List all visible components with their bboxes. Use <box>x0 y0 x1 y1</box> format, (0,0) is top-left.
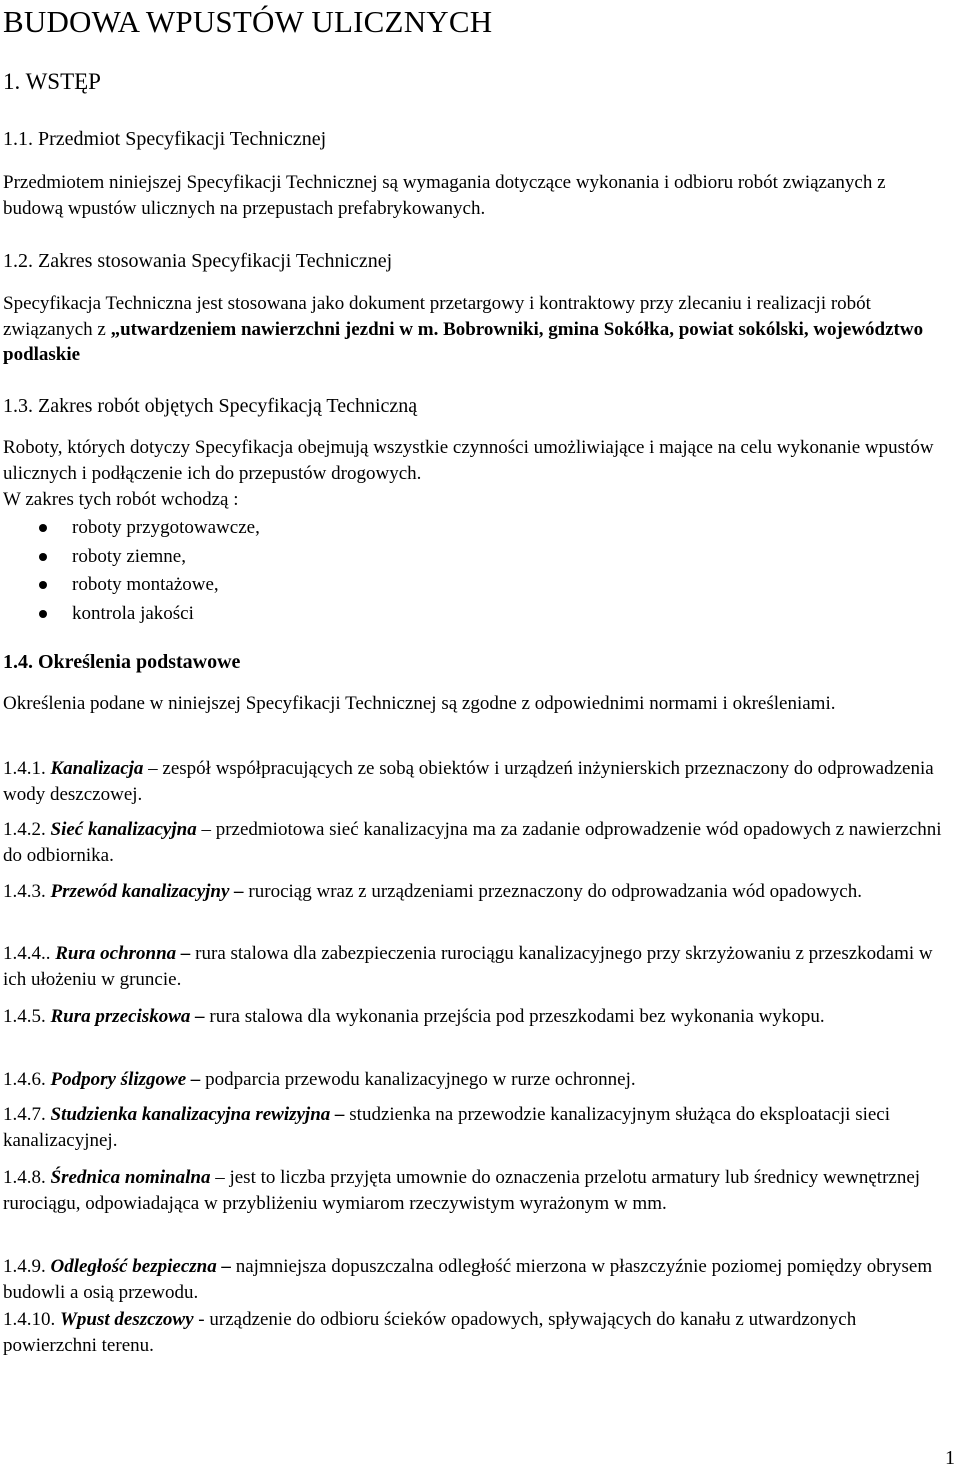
scope-list <box>3 514 950 628</box>
definition-1-4-5: 1.4.5. Rura przeciskowa – rura stalowa dla wykonania przejścia pod przeszkodami bez wykonania wykopu. <box>3 1006 825 1027</box>
bullet-icon <box>39 553 47 561</box>
section-heading-1: 1. WSTĘP <box>3 69 101 94</box>
paragraph-1-4: Określenia podane w niniejszej Specyfikacji Technicznej są zgodne z odpowiednimi normami i określeniami. <box>3 693 836 714</box>
heading-1-1: 1.1. Przedmiot Specyfikacji Technicznej <box>3 128 327 150</box>
definition-1-4-1: 1.4.1. Kanalizacja – zespół współpracujących ze sobą obiektów i urządzeń inżynierskich przeznaczony do odprowadzenia wody deszczowej. <box>3 758 934 805</box>
definition-term: Odległość bezpieczna – <box>50 1256 231 1277</box>
bullet-icon <box>39 524 47 532</box>
list-item: roboty przygotowawcze, <box>3 514 950 543</box>
list-item: roboty ziemne, <box>3 543 950 572</box>
bullet-icon <box>39 610 47 618</box>
definition-1-4-6: 1.4.6. Podpory ślizgowe – podparcia przewodu kanalizacyjnego w rurze ochronnej. <box>3 1069 636 1090</box>
definition-1-4-4: 1.4.4.. Rura ochronna – rura stalowa dla zabezpieczenia rurociągu kanalizacyjnego przy skrzyżowaniu z przeszkodami w ich ułożeniu w gruncie. <box>3 943 933 990</box>
definition-term: Rura przeciskowa – <box>50 1006 205 1027</box>
definition-term: Wpust deszczowy <box>60 1309 194 1330</box>
definition-1-4-10: 1.4.10. Wpust deszczowy - urządzenie do odbioru ścieków opadowych, spływających do kanału z utwardzonych powierzchni terenu. <box>3 1309 857 1356</box>
paragraph-1-2-text: Specyfikacja Techniczna jest stosowana jako dokument przetargowy i kontraktowy przy zlecaniu i realizacji robót związanych z <box>3 293 871 340</box>
definition-term: Przewód kanalizacyjny – <box>50 881 244 902</box>
definition-term: Rura ochronna – <box>55 943 191 964</box>
definition-term: Sieć kanalizacyjna <box>50 819 197 840</box>
page-number: 1 <box>945 1447 955 1469</box>
definition-term: Średnica nominalna <box>50 1167 211 1188</box>
bullet-icon <box>39 581 47 589</box>
paragraph-1-1: Przedmiotem niniejszej Specyfikacji Technicznej są wymagania dotyczące wykonania i odbioru robót związanych z budową wpustów ulicznych na przepustach prefabrykowanych. <box>3 172 886 219</box>
definition-1-4-3: 1.4.3. Przewód kanalizacyjny – rurociąg wraz z urządzeniami przeznaczony do odprowadzania wód opadowych. <box>3 881 862 902</box>
heading-1-3: 1.3. Zakres robót objętych Specyfikacją Techniczną <box>3 395 418 417</box>
list-item: kontrola jakości <box>3 600 950 629</box>
heading-1-2: 1.2. Zakres stosowania Specyfikacji Technicznej <box>3 250 393 272</box>
definition-1-4-7: 1.4.7. Studzienka kanalizacyjna rewizyjna – studzienka na przewodzie kanalizacyjnym służąca do eksploatacji sieci kanalizacyjnej. <box>3 1104 891 1151</box>
paragraph-1-3: Roboty, których dotyczy Specyfikacja obejmują wszystkie czynności umożliwiające i mające na celu wykonanie wpustów ulicznych i podłączenie ich do przepustów drogowych. <box>3 437 934 484</box>
paragraph-1-2 <box>3 291 950 368</box>
definition-1-4-2: 1.4.2. Sieć kanalizacyjna – przedmiotowa sieć kanalizacyjna ma za zadanie odprowadzenie wód opadowych z nawierzchni do odbiornika. <box>3 819 942 866</box>
heading-1-4: 1.4. Określenia podstawowe <box>3 651 241 673</box>
definition-term: Kanalizacja <box>50 758 144 779</box>
definition-term: Podpory ślizgowe – <box>50 1069 201 1090</box>
scope-intro: W zakres tych robót wchodzą : <box>3 489 239 510</box>
project-name: „utwardzeniem nawierzchni jezdni w m. Bobrowniki, gmina Sokółka, powiat sokólski, województwo podlaskie <box>3 318 924 365</box>
definition-term: Studzienka kanalizacyjna rewizyjna – <box>50 1104 345 1125</box>
document-title: BUDOWA WPUSTÓW ULICZNYCH <box>3 4 493 39</box>
definition-1-4-8: 1.4.8. Średnica nominalna – jest to liczba przyjęta umownie do oznaczenia przelotu armatury lub średnicy wewnętrznej rurociągu, odpowiadająca w przybliżeniu wymiarom rzeczywistym wyrażonym w mm. <box>3 1167 921 1214</box>
definition-1-4-9: 1.4.9. Odległość bezpieczna – najmniejsza dopuszczalna odległość mierzona w płaszczyźnie poziomej pomiędzy obrysem budowli a osią przewodu. <box>3 1256 933 1303</box>
list-item: roboty montażowe, <box>3 571 950 600</box>
